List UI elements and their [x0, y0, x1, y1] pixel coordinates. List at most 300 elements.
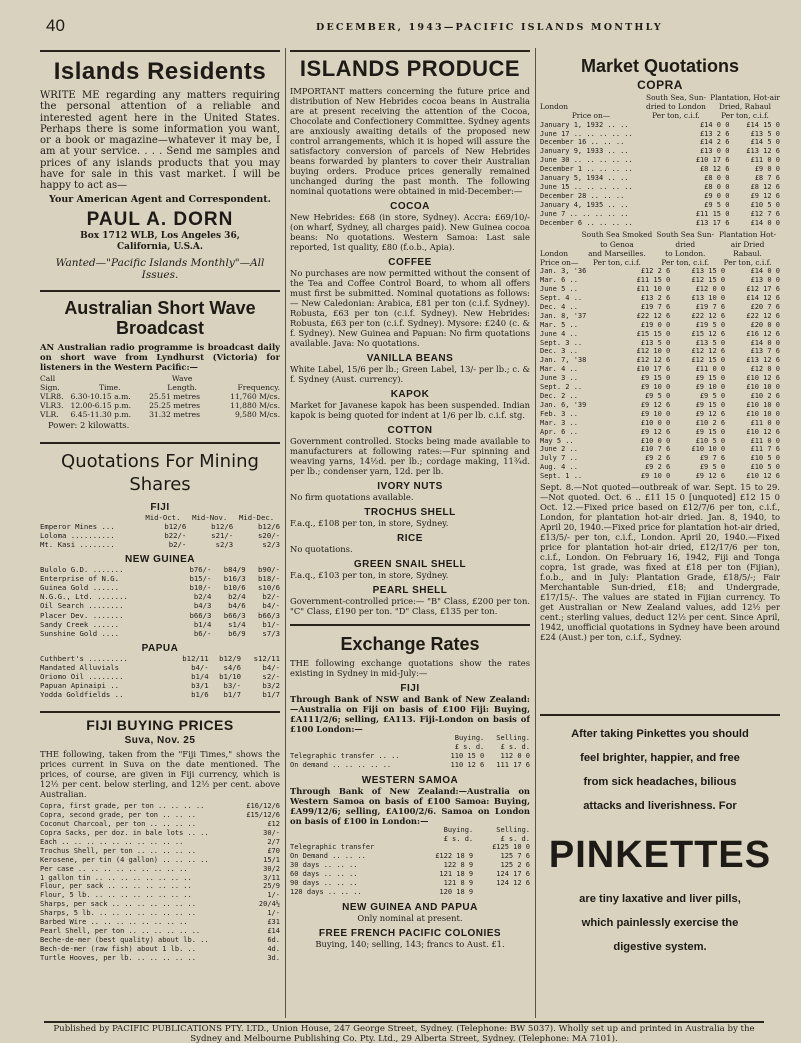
- row-value: £12 15 0: [691, 356, 726, 365]
- mining-fiji-heading: FIJI: [150, 501, 170, 513]
- exchange-fiji-text: Through Bank of NSW and Bank of New Zealand:—Australia on Fiji on basis of £100 Fiji: Buying, £A111/2/6; selling, £A113. Fiji-London on basis of £100 London:—: [290, 694, 530, 734]
- table-row: [540, 219, 780, 228]
- unit-header: £ s. d.: [500, 834, 530, 843]
- table-row: [40, 672, 280, 681]
- table-row: [540, 321, 780, 330]
- column-left: [40, 48, 280, 1020]
- table-row: [40, 392, 280, 401]
- row-label: June 4 ..: [540, 329, 578, 338]
- row-value: £8 0 0: [704, 182, 730, 191]
- mining-papua-heading: PAPUA: [141, 642, 179, 654]
- row-value: £8 0 0: [704, 174, 730, 183]
- row-value: b3/2: [262, 681, 280, 691]
- table-row: [40, 829, 280, 838]
- column-header: Mid-Nov.: [192, 512, 228, 522]
- row-value: 110 12 6: [450, 760, 485, 769]
- table-row: [540, 130, 780, 139]
- table-row: [540, 356, 780, 365]
- row-value: £11 0 0: [695, 365, 726, 374]
- fiji-prices-intro: THE following, taken from the "Fiji Times," shows the prices current in Suva on the date mentioned. The prices, of course, are given in Fiji currency, which is 12½ per cent. below sterling, and 12½ per cent. above Australian.: [40, 749, 280, 800]
- row-label: January 1, 1932 .. ..: [540, 120, 629, 129]
- row-value: b6/9: [228, 628, 246, 638]
- row-value: £13 5 0: [750, 129, 780, 138]
- pearl-text: Government-controlled price:— "B" Class, £200 per ton. "C" Class, £190 per ton. "D" Class, £135 per ton.: [290, 596, 530, 616]
- column-header: Mid-Dec.: [238, 512, 275, 522]
- table-row: [540, 347, 780, 356]
- row-value: s2/-: [262, 672, 280, 681]
- column-header: London: [540, 102, 569, 112]
- row-label: Mar. 6 ..: [540, 276, 578, 285]
- row-value: b1/7: [262, 690, 280, 700]
- row-value: £10 12 6: [746, 427, 780, 436]
- table-row: [40, 909, 280, 918]
- ad-line: from sick headaches, bilious: [583, 776, 737, 788]
- table-row: [40, 918, 280, 927]
- row-value: £14 2 6: [699, 138, 730, 147]
- wanted-notice: Wanted—"Pacific Islands Monthly"—All Issues.: [55, 256, 265, 281]
- table-row: [290, 852, 530, 861]
- row-value: b1/-: [262, 619, 280, 629]
- table-row: [540, 183, 780, 192]
- frequency: 11,760 M/cs.: [230, 392, 280, 402]
- row-value: 121 8 9: [443, 879, 474, 888]
- cocoa-heading: COCOA: [390, 201, 430, 212]
- column-header: [540, 230, 578, 248]
- radio-title-2: Broadcast: [115, 317, 205, 338]
- trochus-heading: TROCHUS SHELL: [364, 507, 456, 518]
- table-row: [540, 472, 780, 481]
- row-label: Feb. 3 ..: [540, 409, 578, 418]
- divider: [40, 290, 280, 292]
- row-value: £10 17 6: [636, 365, 671, 374]
- row-value: £12 12 6: [691, 347, 726, 356]
- row-value: £9 0 0: [704, 191, 730, 200]
- radio-title-1: Australian Short Wave: [64, 297, 256, 318]
- row-label: Copra Sacks, per doz. in bale lots .. ..: [40, 829, 209, 837]
- row-value: £9 10 0: [640, 383, 671, 392]
- row-value: b12/6: [258, 521, 280, 531]
- row-label: Mandated Alluvials: [40, 662, 120, 672]
- table-row: [40, 865, 280, 874]
- exchange-ngp-heading: NEW GUINEA AND PAPUA: [342, 901, 478, 913]
- table-row: [540, 210, 780, 219]
- row-label: Sandy Creek ......: [40, 619, 120, 629]
- column-middle: [290, 48, 530, 1020]
- divider: [40, 442, 280, 444]
- row-value: b3/1: [191, 681, 209, 691]
- row-value: £10 5 0: [750, 463, 780, 472]
- coffee-heading: COFFEE: [388, 257, 432, 268]
- row-value: £9 12 6: [750, 191, 780, 200]
- table-row: [540, 383, 780, 392]
- copra-table-1: [540, 93, 780, 121]
- row-label: Kerosene, per tin (4 gallon) .. .. .. ..: [40, 855, 209, 864]
- column-subheader: Price on—: [571, 111, 611, 121]
- table-row: [540, 437, 780, 446]
- table-row: [40, 522, 280, 531]
- row-value: £15 15 0: [636, 329, 671, 338]
- table-row: [540, 463, 780, 472]
- row-value: £13 5 0: [640, 338, 671, 347]
- unit-header: £ s. d.: [454, 742, 485, 751]
- row-label: Sunshine Gold ....: [40, 628, 120, 638]
- row-value: £14 5 0: [750, 138, 780, 147]
- row-value: £9 15 0: [695, 427, 726, 436]
- row-value: £10 10 0: [691, 445, 726, 454]
- row-value: £10 0 0: [640, 436, 671, 445]
- row-label: Papuan Apinaipi ..: [40, 681, 120, 691]
- row-label: June 2 ..: [540, 445, 578, 454]
- row-label: December 16 .. .. ..: [540, 138, 625, 147]
- row-label: July 7 ..: [540, 454, 578, 463]
- row-value: £15 12 6: [691, 329, 726, 338]
- column-header: Buying.: [443, 825, 474, 834]
- ad-line: digestive system.: [613, 941, 707, 953]
- table-row: [540, 285, 780, 294]
- row-value: £22 12 6: [636, 311, 671, 320]
- table-row: [290, 870, 530, 879]
- table-row: [40, 620, 280, 629]
- table-row: [40, 802, 280, 811]
- row-label: June 15 .. .. .. .. ..: [540, 182, 633, 191]
- row-label: Guinea Gold ......: [40, 583, 120, 593]
- row-value: £125 10 0: [492, 843, 530, 852]
- row-value: £20 0 0: [750, 320, 780, 329]
- table-row: [540, 392, 780, 401]
- radio-head: Call: [40, 373, 56, 383]
- table-row: [540, 454, 780, 463]
- row-value: b4/-: [191, 662, 209, 672]
- row-value: 4d.: [267, 944, 280, 953]
- row-value: b22/-: [164, 530, 187, 540]
- radio-head: Length.: [167, 382, 197, 392]
- column-subheader: Price on—: [540, 258, 579, 268]
- row-value: 124 12 6: [496, 879, 530, 888]
- row-label: On demand .. .. .. .. ..: [290, 760, 392, 769]
- row-label: Jan. 3, '36: [540, 267, 587, 276]
- row-value: £9 12 6: [695, 472, 726, 481]
- row-value: £22 12 6: [746, 311, 780, 320]
- ivory-heading: IVORY NUTS: [377, 481, 443, 492]
- time: 6.45-11.30 p.m.: [70, 410, 132, 420]
- row-value: s2/3: [215, 539, 234, 549]
- fiji-prices-table: [40, 802, 280, 962]
- row-value: 122 8 9: [443, 861, 474, 870]
- row-label: December 28 .. .. ..: [540, 191, 625, 200]
- row-value: £13 0 0: [699, 147, 730, 156]
- table-row: [540, 445, 780, 454]
- exchange-ffc-heading: FREE FRENCH PACIFIC COLONIES: [318, 927, 502, 939]
- row-value: £9 10 0: [695, 383, 726, 392]
- row-value: £9 15 0: [695, 400, 726, 409]
- row-label: Flour, per sack .. .. .. .. .. .. ..: [40, 882, 192, 891]
- snail-heading: GREEN SNAIL SHELL: [353, 559, 467, 570]
- table-row: [290, 752, 530, 761]
- row-label: Placer Dev. .......: [40, 610, 124, 620]
- row-value: £19 7 6: [695, 302, 726, 311]
- table-row: [540, 294, 780, 303]
- row-value: 3/11: [263, 873, 280, 882]
- frequency: 9,580 M/cs.: [234, 410, 280, 420]
- divider: [290, 50, 530, 52]
- divider: [540, 714, 780, 716]
- row-label: Turtle Hooves, per lb. .. .. .. .. ..: [40, 953, 196, 962]
- row-value: £10 5 0: [750, 454, 780, 463]
- row-value: b2/-: [168, 539, 187, 549]
- column-header: South Sea, Sun-dried to London: [646, 93, 706, 112]
- copra-table-1-body: [540, 121, 780, 228]
- row-label: 90 days .. .. ..: [290, 879, 358, 888]
- row-value: 30/2: [263, 864, 280, 873]
- row-value: 121 18 9: [439, 870, 474, 879]
- row-label: January 9, 1933 .. ..: [540, 147, 629, 156]
- table-row: [290, 761, 530, 770]
- row-label: On Demand .. .. ..: [290, 852, 366, 861]
- exchange-ws-text: Through Bank of New Zealand:—Australia on Western Samoa on basis of £100 Samoa: Buying, £A99/12/6; selling, £A100/2/6. Samoa on London on basis of £100 in London:—: [290, 785, 530, 826]
- row-label: N.G.G., Ltd. .......: [40, 592, 128, 602]
- table-row: [40, 601, 280, 610]
- row-label: Sept. 2 ..: [540, 383, 583, 392]
- row-value: £13 12 6: [746, 147, 780, 156]
- row-value: £9 7 6: [699, 454, 726, 463]
- table-row: [540, 201, 780, 210]
- row-value: s10/6: [258, 583, 280, 593]
- row-value: £12: [267, 820, 280, 829]
- row-value: £10 17 6: [695, 156, 730, 165]
- row-value: £12 0 0: [695, 285, 726, 294]
- row-value: £15/12/6: [246, 811, 280, 820]
- row-value: b15/-: [189, 574, 212, 584]
- row-label: December 1 .. .. .. ..: [540, 165, 633, 174]
- row-label: Dec. 2 ..: [540, 391, 578, 400]
- column-header: Selling.: [496, 825, 530, 834]
- unit-header: [290, 835, 416, 844]
- row-value: 1/-: [267, 909, 280, 918]
- row-value: £22 12 6: [691, 311, 726, 320]
- coffee-text: No purchases are now permitted without the consent of the Tea and Coffee Control Board, to whom all offers must first be submitted. Nominal quotations as follows:— New Caledonian: Arabica, £81 per ton (c.i.f. Sydney). Robusta, £63 per ton (c.i.f. Sydney). New Hebrides: Robusta, £63 per ton (c.i.f. Sydney). Mysore: £240 (c. & f. Sydney). New Guinea and Papuan: No firm quotations available. Java: No quotations.: [290, 268, 530, 348]
- column-header: and Marseilles.: [588, 248, 646, 258]
- column-header: Rabaul.: [733, 248, 762, 258]
- row-value: £10 5 0: [750, 200, 780, 209]
- row-value: b90/-: [258, 565, 280, 575]
- row-value: b12/11: [182, 653, 209, 663]
- row-value: £16 12 6: [746, 329, 780, 338]
- radio-head: Time.: [98, 382, 121, 392]
- row-value: b12/9: [219, 653, 242, 663]
- table-row: [40, 936, 280, 945]
- row-value: s12/11: [253, 653, 280, 663]
- rice-text: No quotations.: [290, 544, 353, 554]
- row-value: £16/12/6: [246, 802, 280, 811]
- row-label: Jan. 8, '37: [540, 311, 587, 320]
- table-row: [40, 891, 280, 900]
- table-row: [40, 629, 280, 638]
- table-row: [540, 303, 780, 312]
- column-header: [40, 513, 139, 522]
- ad-line: which painlessly exercise the: [581, 917, 739, 929]
- table-row: [40, 927, 280, 936]
- row-label: Pearl Shell, per ton .. .. .. .. .. ..: [40, 926, 201, 935]
- table-row: [40, 681, 280, 690]
- row-label: January 4, 1935 .. ..: [540, 200, 629, 209]
- row-value: £9 15 0: [640, 374, 671, 383]
- row-label: Barbed Wire .. .. .. .. .. .. .. ..: [40, 918, 188, 927]
- table-row: [40, 663, 280, 672]
- cocoa-text: New Hebrides: £68 (in store, Sydney). Accra: £69/10/- (on wharf, Sydney, all charges paid). New Guinea cocoa beans: No quotations. Western Samoa: Last sale reported, 1st quality, £80 (f.o.b., Apia).: [290, 212, 530, 252]
- table-row: [540, 419, 780, 428]
- column-subheader: Per ton, c.i.f.: [723, 258, 772, 268]
- row-value: £19 5 0: [695, 320, 726, 329]
- row-value: b2/4: [228, 592, 246, 602]
- row-value: £10 12 6: [746, 374, 780, 383]
- row-label: 60 days .. .. ..: [290, 870, 358, 879]
- row-value: £13 12 6: [746, 356, 780, 365]
- column-rule: [285, 48, 286, 1018]
- row-value: £9 5 0: [704, 200, 730, 209]
- row-value: £10 5 0: [695, 436, 726, 445]
- row-value: £10 10 0: [746, 400, 780, 409]
- row-value: s4/6: [223, 662, 242, 672]
- row-value: £9 12 6: [695, 409, 726, 418]
- table-row: [40, 565, 280, 574]
- row-label: 1 gallon tin .. .. .. .. .. .. .. ..: [40, 873, 192, 882]
- column-header: Mid-Oct.: [145, 512, 181, 522]
- fiji-prices-title: FIJI BUYING PRICES: [86, 717, 234, 734]
- row-value: b4/-: [262, 601, 280, 611]
- row-value: 125 7 6: [500, 852, 530, 861]
- row-label: Mar. 4 ..: [540, 365, 578, 374]
- row-value: 20/4½: [258, 900, 280, 909]
- column-header: Plantation, Hot-air Dried, Rabaul: [710, 93, 780, 112]
- exchange-ngp-text: Only nominal at present.: [357, 912, 463, 923]
- column-header: London: [540, 248, 569, 258]
- call-sign: VLR8.: [40, 392, 64, 402]
- call-sign: VLR3.: [40, 401, 64, 411]
- mining-title-2: Shares: [129, 473, 191, 495]
- row-label: June 7 .. .. .. .. ..: [540, 209, 629, 218]
- vanilla-heading: VANILLA BEANS: [366, 353, 454, 364]
- table-row: [540, 410, 780, 419]
- unit-header: £ s. d.: [500, 742, 530, 751]
- pearl-heading: PEARL SHELL: [372, 585, 448, 596]
- islands-residents-title: Islands Residents: [53, 58, 267, 85]
- table-row: [540, 428, 780, 437]
- row-label: May 5 ..: [540, 436, 574, 445]
- radio-intro: AN Australian radio programme is broadcast daily on short wave from Lyndhurst (Victoria) for listeners in the Western Pacific:—: [40, 341, 280, 372]
- table-row: [40, 410, 280, 419]
- fiji-prices-date: Suva, Nov. 25: [124, 735, 196, 747]
- row-value: b76/-: [189, 565, 212, 575]
- row-label: Mar. 3 ..: [540, 418, 578, 427]
- row-value: 6d.: [267, 935, 280, 944]
- row-label: Sept. 3 ..: [540, 338, 583, 347]
- row-value: £13 0 0: [750, 276, 780, 285]
- exchange-ffc-text: Buying, 140; selling, 143; francs to Aust. £1.: [315, 938, 505, 949]
- divider: [290, 624, 530, 626]
- islands-residents-body: WRITE ME regarding any matters requiring the personal attention of a reliable and interested agent here in the United States. Perhaps there is some information you want, or a book or magazine—whatever it may be, I am at your service. . . . Send me samples and prices of any islands products that you may have for sale in this vast market. I will be happy to act as—: [40, 90, 280, 192]
- table-row: [40, 611, 280, 620]
- row-label: Apr. 6 ..: [540, 427, 578, 436]
- row-label: Sept. 1 ..: [540, 472, 583, 481]
- row-value: s7/3: [262, 628, 280, 638]
- row-value: b1/4: [193, 619, 212, 629]
- row-value: £9 5 0: [644, 391, 671, 400]
- cotton-heading: COTTON: [387, 425, 433, 436]
- rice-heading: RICE: [397, 533, 423, 544]
- row-value: 112 0 0: [500, 751, 530, 760]
- row-label: Yodda Goldfields ..: [40, 690, 124, 700]
- column-header: South Sea Smoked to Genoa: [581, 230, 653, 249]
- row-label: Sharps, 5 lb. .. .. .. .. .. .. .. ..: [40, 909, 196, 918]
- row-value: s1/4: [228, 619, 246, 629]
- row-value: b10/6: [223, 583, 246, 593]
- row-value: £11 0 0: [750, 418, 780, 427]
- row-label: Dec. 3 ..: [540, 347, 578, 356]
- table-row: [40, 811, 280, 820]
- row-value: £12 17 6: [746, 285, 780, 294]
- trochus-text: F.a.q., £108 per ton, in store, Sydney.: [290, 518, 449, 528]
- column-header: [290, 826, 416, 835]
- mining-ng-heading: NEW GUINEA: [125, 554, 195, 566]
- row-label: Coconut Charcoal, per ton .. .. .. ..: [40, 820, 196, 829]
- row-value: £10 0 0: [640, 418, 671, 427]
- table-row: [540, 121, 780, 130]
- row-value: b6/-: [193, 628, 212, 638]
- exchange-intro: THE following exchange quotations show the rates existing in Sydney in mid-July:—: [290, 658, 530, 678]
- row-value: £70: [267, 846, 280, 855]
- frequency: 11,880 M/cs.: [230, 401, 280, 411]
- publisher-footer: Published by PACIFIC PUBLICATIONS PTY. LTD., Union House, 247 George Street, Sydney. (Telephone: BW 5037). Wholly set up and printed in Australia by the Sydney and Melbourne Publishing Co. Pty. Ltd., 29 Alberta Street, Sydney. (Telephone: MA 7101).: [44, 1021, 764, 1043]
- row-value: b66/3: [223, 610, 246, 620]
- row-value: £14 0 0: [699, 120, 730, 129]
- row-label: June 17 .. .. .. .. ..: [540, 129, 633, 138]
- row-label: June 3 ..: [540, 374, 578, 383]
- row-value: 111 17 6: [496, 760, 530, 769]
- row-value: £13 2 6: [640, 294, 671, 303]
- table-row: [540, 365, 780, 374]
- table-row: [540, 374, 780, 383]
- row-label: Sept. 4 ..: [540, 294, 583, 303]
- table-row: [290, 888, 530, 897]
- table-row: [40, 401, 280, 410]
- exchange-fiji-table: [290, 734, 530, 770]
- row-value: 120 18 9: [439, 887, 474, 896]
- radio-head: [71, 374, 150, 383]
- kapok-text: Market for Javanese kapok has been suspended. Indian kapok is being quoted for indent at 1/6 per lb. c.i.f. stg.: [290, 400, 530, 420]
- column-header: Selling.: [496, 734, 530, 742]
- column-subheader: Per ton, c.i.f.: [721, 111, 769, 121]
- table-row: [40, 900, 280, 909]
- row-label: Jan. 7, '38: [540, 356, 587, 365]
- advertiser-name: PAUL A. DORN: [86, 208, 234, 230]
- row-label: Bulolo G.D. .......: [40, 565, 124, 575]
- pinkettes-ad: [540, 712, 780, 1012]
- row-value: 30/-: [263, 829, 280, 837]
- row-value: £10 7 6: [640, 445, 671, 454]
- table-row: [540, 192, 780, 201]
- column-header: Plantation Hot-air Dried: [718, 230, 777, 249]
- wave-length: 25.51 metres: [149, 392, 200, 402]
- table-row: [40, 838, 280, 847]
- copra-notes: Sept. 8.—Not quoted—outbreak of war. Sept. 15 to 29.—Not quoted. Oct. 6 .. £11 15 0 [unquoted] £12 15 0 Oct. 12.—Fixed price based on £12/7/6 per ton, c.i.f., London, for plantation hot-air dried. Jan. 8, 1940, to April 20, 1940.—Fixed price for plantation hot-air dried, £13/5/- per ton, c.i.f., London. April 20, 1940.—Fixed price for plantation hot-air dried, £12/17/6 per ton, c.i.f., London. On February 16, 1942, Fiji and Tonga copra, 1st grade, was fixed at £18 per ton (Fijian), f.o.b., and in July: Plantation Grade, £18/5/-; Fair Merchantable Sun-dried, £18; and Undergrade, £17/15/-. The values are stated in Fijian currency. To get Australian or New Zealand values, add 12½ per cent.; sterling values, deduct 12½ per cent. Since April, 1942, unofficial quotations in Sydney have been around £24 (Aust.) per ton, c.i.f., Sydney.: [540, 482, 780, 643]
- row-label: Telegraphic transfer .. ..: [290, 751, 400, 760]
- row-value: £9 15 0: [695, 374, 726, 383]
- copra-table-2: [540, 230, 780, 267]
- radio-head: Wave: [171, 373, 193, 383]
- row-value: £14 12 6: [746, 294, 780, 303]
- row-label: Emperor Mines ...: [40, 521, 115, 531]
- row-value: £14 0 0: [750, 338, 780, 347]
